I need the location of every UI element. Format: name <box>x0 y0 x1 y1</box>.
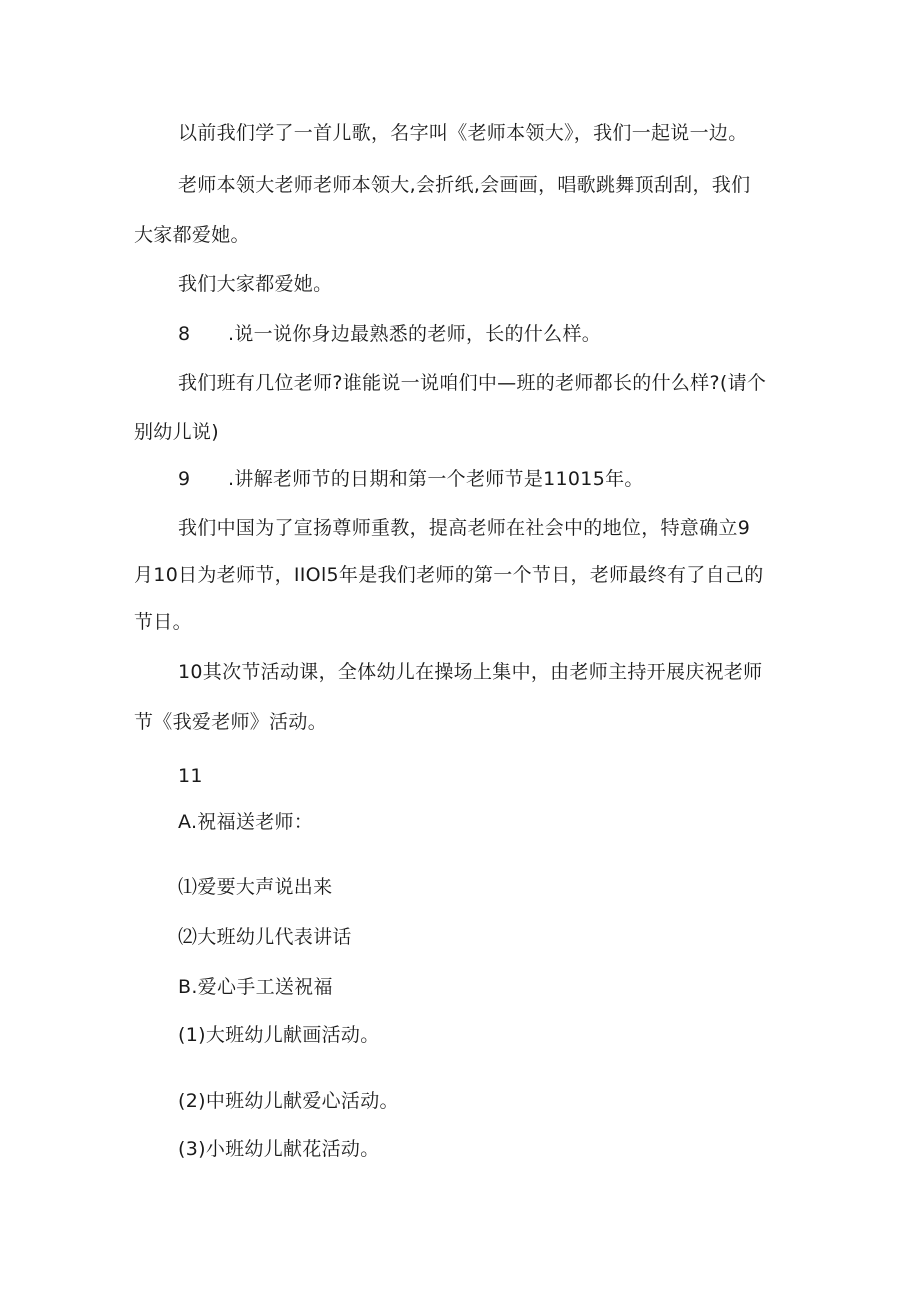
paragraph-our-teachers-line-1: 我们班有几位老师?谁能说一说咱们中—班的老师都长的什么样?(请个 <box>178 372 767 394</box>
list-item-11-number: 11 <box>178 765 203 787</box>
song-lyrics-line-1: 老师本领大老师老师本领大,会折纸,会画画，唱歌跳舞顶刮刮，我们 <box>178 174 751 196</box>
list-item-9-text: .讲解老师节的日期和第一个老师节是11015年。 <box>228 468 644 490</box>
paragraph-our-teachers-line-2: 别幼儿说) <box>134 421 219 443</box>
section-b-item-1: (1)大班幼儿献画活动。 <box>178 1024 380 1046</box>
paragraph-activity-line-1: 10其次节活动课，全体幼儿在操场上集中，由老师主持开展庆祝老师 <box>178 661 763 683</box>
paragraph-intro: 以前我们学了一首儿歌，名字叫《老师本领大》，我们一起说一边。 <box>178 122 748 144</box>
section-b-heading: B.爱心手工送祝福 <box>178 976 333 998</box>
song-lyrics-line-2: 大家都爱她。 <box>134 224 250 246</box>
paragraph-everyone-loves-her: 我们大家都爱她。 <box>178 273 333 295</box>
section-a-item-2: ⑵大班幼儿代表讲话 <box>178 926 352 948</box>
list-item-8-text: .说一说你身边最熟悉的老师，长的什么样。 <box>228 323 602 345</box>
paragraph-teachers-day-line-1: 我们中国为了宣扬尊师重教，提高老师在社会中的地位，特意确立9 <box>178 517 751 539</box>
list-item-9-number: 9 <box>178 468 191 490</box>
list-item-8-number: 8 <box>178 323 191 345</box>
list-item-8 <box>178 321 601 347</box>
section-a-heading: A.祝福送老师： <box>178 811 314 833</box>
section-a-item-1: ⑴爱要大声说出来 <box>178 876 333 898</box>
section-b-item-3: (3)小班幼儿献花活动。 <box>178 1138 380 1160</box>
paragraph-teachers-day-line-2: 月10日为老师节，IIOl5年是我们老师的第一个节日，老师最终有了自己的 <box>134 564 764 586</box>
list-item-9 <box>178 466 644 492</box>
paragraph-teachers-day-line-3: 节日。 <box>134 611 192 633</box>
paragraph-activity-line-2: 节《我爱老师》活动。 <box>134 711 328 733</box>
section-b-item-2: (2)中班幼儿献爱心活动。 <box>178 1090 399 1112</box>
